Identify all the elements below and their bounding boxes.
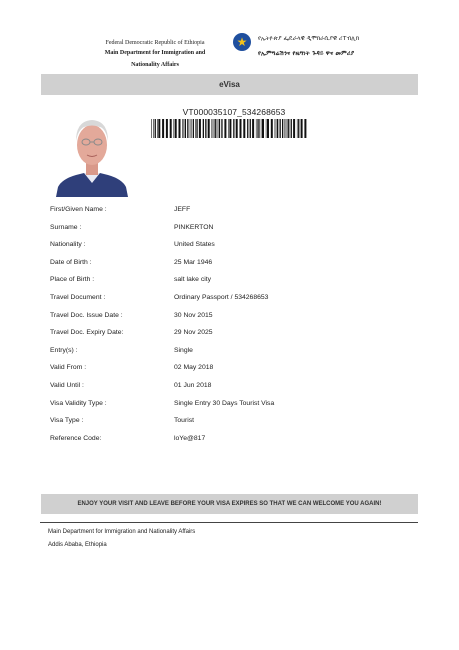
field-row (50, 276, 410, 288)
field-row (50, 364, 410, 376)
issuer-address-line1: Main Department for Immigration and Nationality Affairs (48, 529, 196, 535)
field-row (50, 382, 410, 394)
visa-number: VT000035107_534268653 (182, 107, 286, 117)
field-value: 25 Mar 1946 (174, 258, 213, 266)
field-row (50, 259, 410, 271)
field-value: 30 Nov 2015 (174, 311, 213, 319)
field-value: Single (174, 346, 193, 354)
field-row (50, 206, 410, 218)
field-row (50, 435, 410, 447)
field-label: Place of Birth : (50, 276, 95, 284)
field-label: Nationality : (50, 241, 86, 249)
field-label: Valid Until : (50, 382, 84, 389)
field-row (50, 400, 410, 412)
field-value: 29 Nov 2025 (174, 329, 213, 337)
field-label: Date of Birth : (50, 258, 92, 266)
field-label: Travel Doc. Expiry Date: (50, 329, 124, 337)
field-label: Entry(s) : (50, 346, 78, 354)
field-value: Tourist (174, 417, 195, 425)
document-title: eVisa (41, 74, 418, 95)
field-label: First/Given Name : (50, 206, 107, 213)
field-label: Reference Code: (50, 434, 102, 442)
field-row (50, 224, 410, 236)
header-country-name: Federal Democratic Republic of Ethiopia (105, 40, 205, 46)
field-row (50, 241, 410, 253)
divider (40, 522, 418, 523)
field-value: PINKERTON (174, 223, 214, 231)
ethiopia-emblem-icon (233, 33, 251, 51)
barcode (150, 119, 310, 138)
field-row (50, 417, 410, 429)
field-label: Surname : (50, 223, 82, 231)
field-label: Visa Type : (50, 417, 84, 425)
footer-banner: ENJOY YOUR VISIT AND LEAVE BEFORE YOUR VISA EXPIRES SO THAT WE CAN WELCOME YOU AGAIN! (41, 494, 418, 514)
field-value: 02 May 2018 (174, 364, 214, 372)
field-row (50, 312, 410, 324)
field-row (50, 329, 410, 341)
field-value: Single Entry 30 Days Tourist Visa (174, 399, 275, 407)
applicant-photo (54, 107, 130, 197)
field-value: salt lake city (174, 276, 212, 284)
field-label: Valid From : (50, 364, 87, 372)
header-department-line2: Nationality Affairs (131, 62, 179, 68)
header-department-line1: Main Department for Immigration and (104, 50, 206, 56)
field-label: Travel Doc. Issue Date : (50, 311, 123, 319)
issuer-address-line2: Addis Ababa, Ethiopia (48, 542, 107, 548)
field-value: JEFF (174, 206, 191, 213)
field-label: Travel Document : (50, 294, 106, 301)
field-value: loYe@817 (174, 434, 206, 442)
header-amharic-department: የኢምግሬሽንና የዜግነት ጉዳይ ዋና መምሪያ (258, 50, 355, 57)
field-row (50, 347, 410, 359)
header-amharic-country-name: የኢትዮጵያ ፌዴራላዊ ዲሞክራሲያዊ ሪፐብሊክ (258, 35, 360, 42)
field-value: 01 Jun 2018 (174, 382, 212, 389)
field-label: Visa Validity Type : (50, 399, 107, 407)
field-value: Ordinary Passport / 534268653 (174, 294, 269, 301)
field-row (50, 294, 410, 306)
field-value: United States (174, 241, 215, 249)
